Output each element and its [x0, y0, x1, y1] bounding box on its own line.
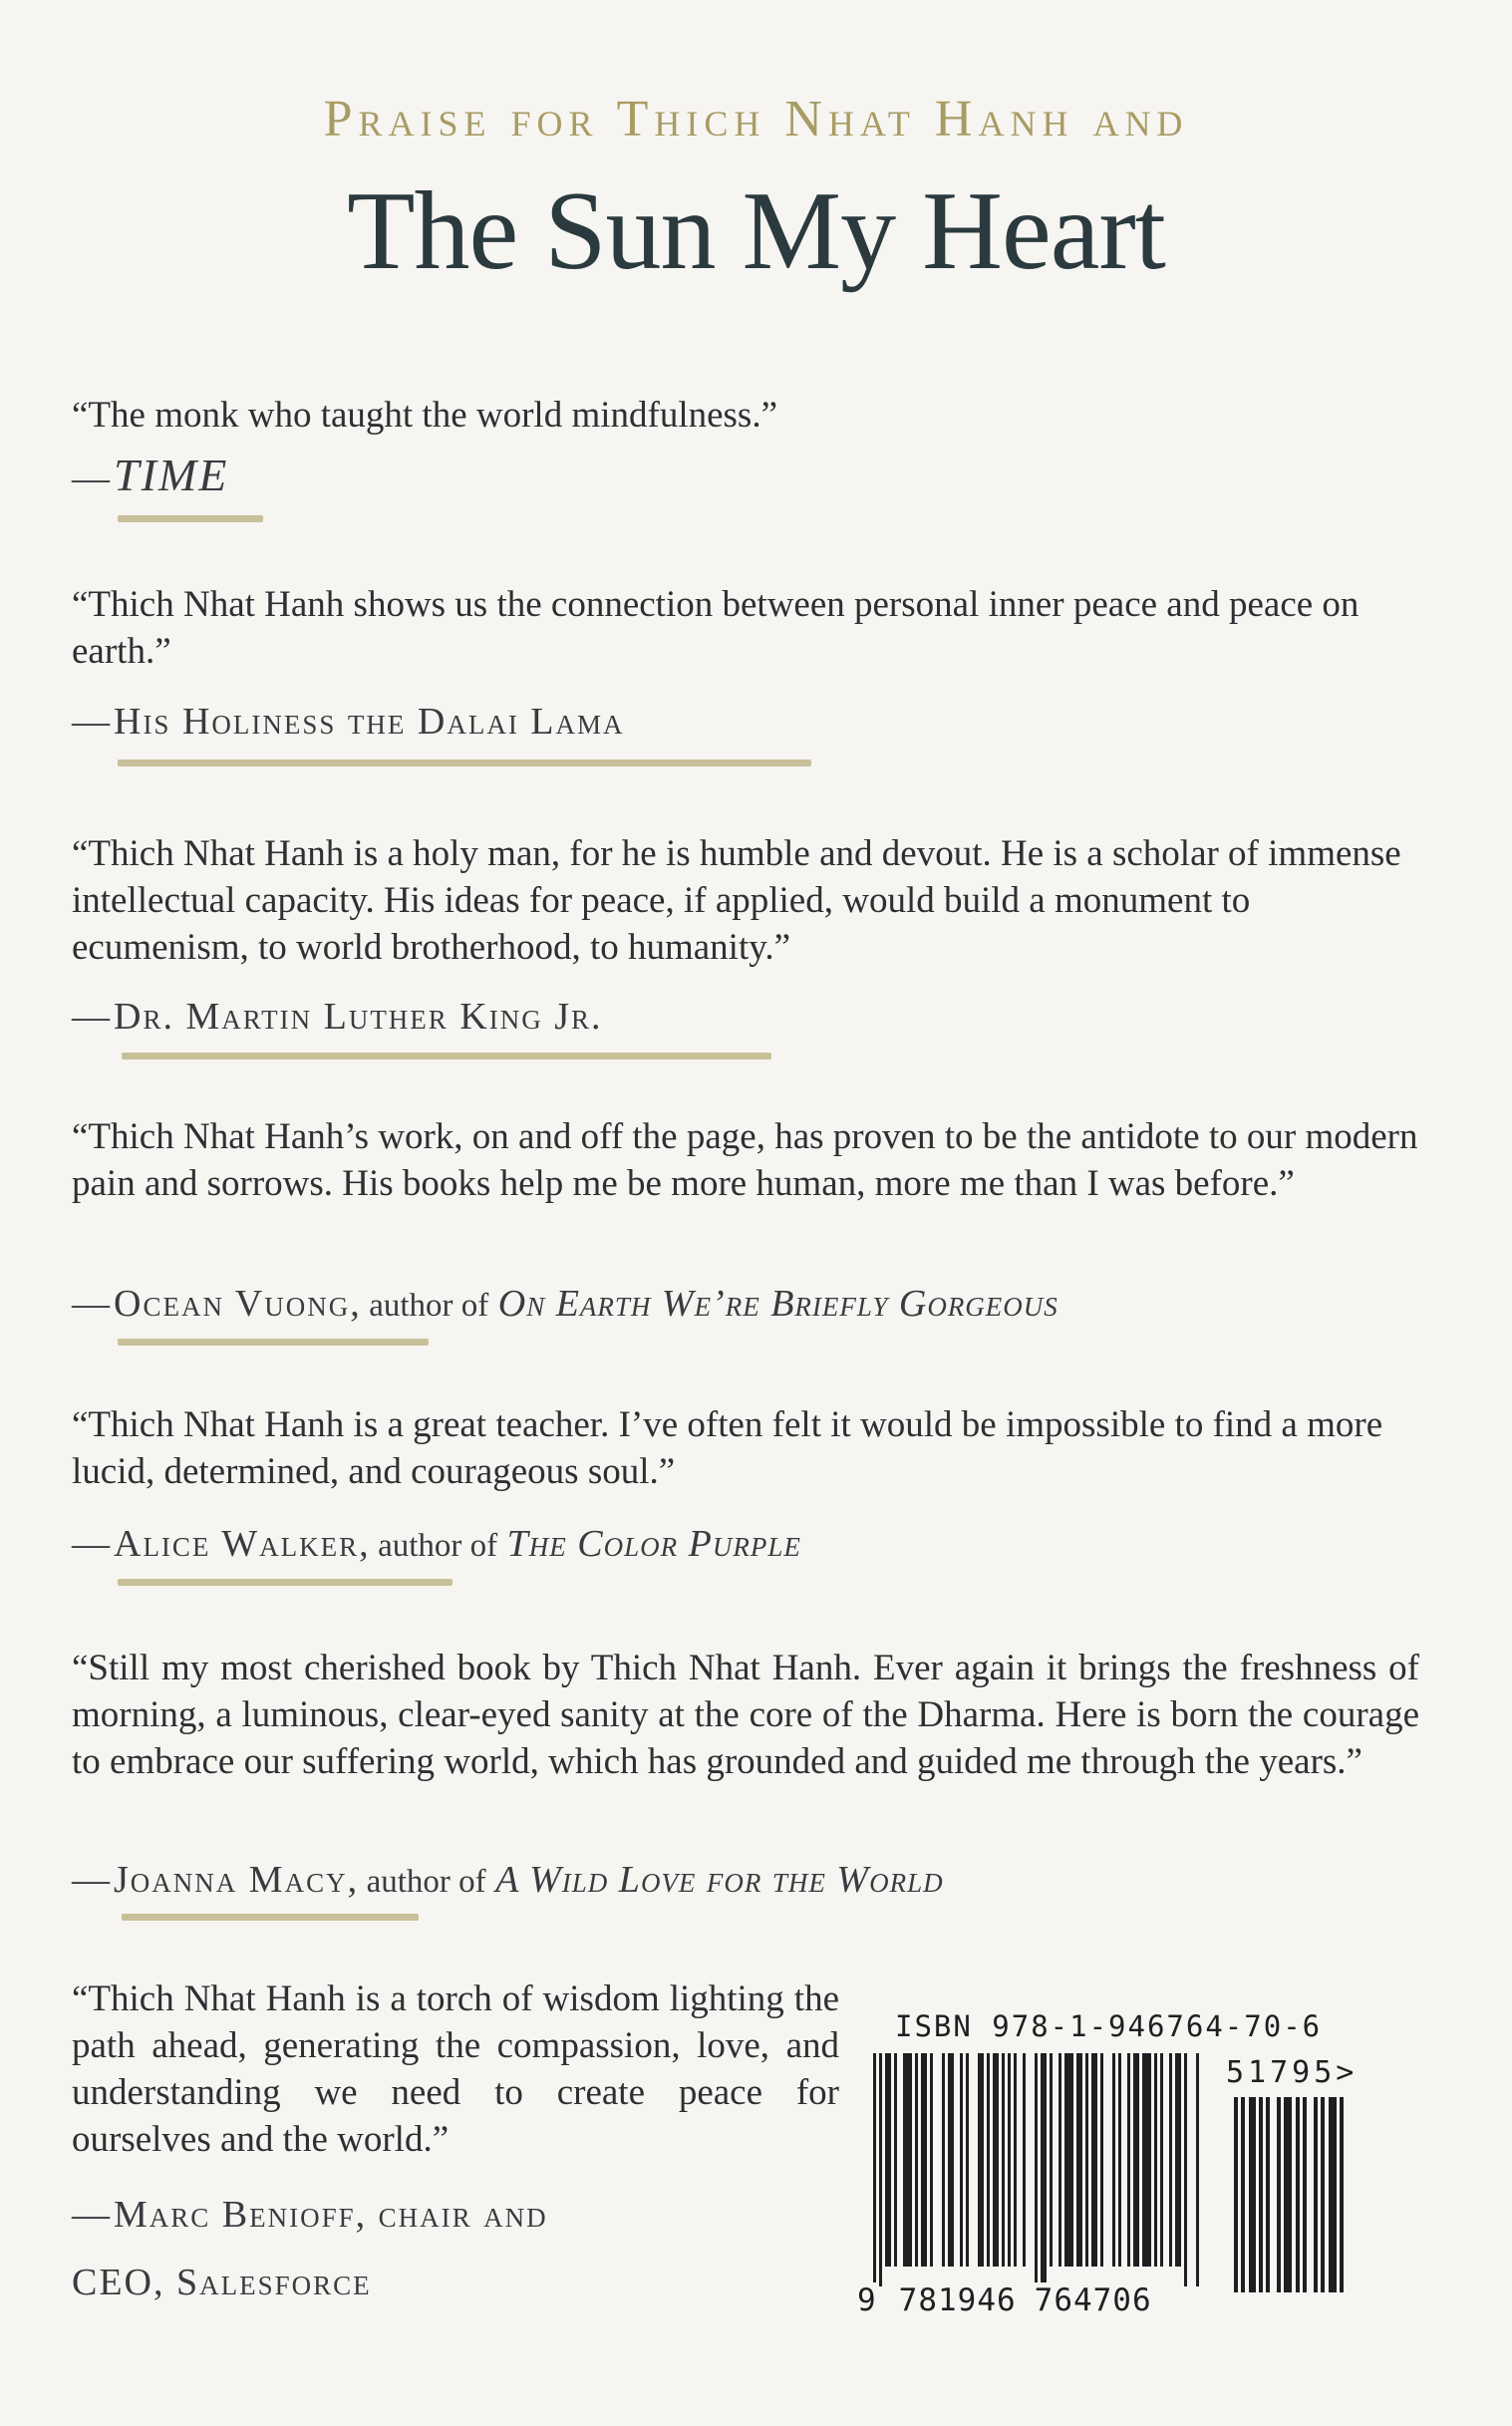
barcode-bar [987, 2053, 990, 2267]
barcode-bar [915, 2053, 918, 2267]
divider [118, 515, 263, 522]
barcode-bar [1041, 2053, 1047, 2286]
barcode-bar [1321, 2097, 1325, 2292]
source-name: Dr. Martin Luther King Jr. [114, 996, 603, 1038]
source-name: TIME [114, 450, 229, 500]
quote-ocean-vuong: “Thich Nhat Hanh’s work, on and off the page, has proven to be the antidote to our modern pain and sorrows. His books help me be more human, more me than I was before.” [72, 1116, 1418, 1204]
barcode-bar [1303, 2097, 1307, 2292]
quote-joanna-macy: “Still my most cherished book by Thich Nhat Hanh. Ever again it brings the freshness of morning, a luminous, clear-eyed sanity at the core of the Dharma. Here is born the courage to embrace our suffering world, which has grounded and guided me through the years.” [72, 1648, 1419, 1782]
barcode-bar [921, 2053, 927, 2267]
barcode-bar [1249, 2097, 1256, 2292]
quote-marc-benioff: “Thich Nhat Hanh is a torch of wisdom lighting the path ahead, generating the compassion, love, and understanding we need to create peace for ourselves and the world.” [72, 1978, 839, 2160]
barcode-digits: 9 781946 764706 [857, 2282, 1152, 2318]
book-title: The Sun My Heart [347, 169, 1165, 293]
barcode-bar [1058, 2053, 1061, 2267]
attribution-dalai-lama: — His Holiness the Dalai Lama [72, 701, 625, 743]
barcode-bar [873, 2053, 876, 2286]
barcode-bar [966, 2053, 969, 2267]
barcode-bar [960, 2053, 963, 2267]
attribution-alice-walker: — Alice Walker, author of The Color Purple [72, 1523, 801, 1565]
barcode-addon-icon [1234, 2097, 1393, 2292]
barcode-bar [1100, 2053, 1103, 2267]
barcode-bar [1085, 2053, 1088, 2267]
barcode-bar [1160, 2053, 1163, 2267]
barcode-bar [1076, 2053, 1082, 2267]
quote-dalai-lama: “Thich Nhat Hanh shows us the connection between personal inner peace and peace on earth.” [72, 584, 1360, 672]
divider [122, 1053, 771, 1060]
barcode-bar [993, 2053, 999, 2267]
divider [118, 1579, 453, 1586]
attribution-marc-benioff-line2 [72, 2261, 372, 2304]
barcode-bar [1091, 2053, 1097, 2267]
barcode-bar [1118, 2053, 1121, 2267]
barcode-bar [1023, 2053, 1026, 2267]
barcode-bar [1184, 2053, 1187, 2286]
barcode-bar [885, 2053, 891, 2267]
barcode-bar [1234, 2097, 1238, 2292]
barcode-bar [978, 2053, 984, 2267]
barcode-bar [930, 2053, 933, 2267]
barcode-bar [1035, 2053, 1038, 2286]
barcode-bar [1169, 2053, 1172, 2267]
source-name: Ocean Vuong [114, 1283, 351, 1325]
book-title: On Earth We’re Briefly Gorgeous [497, 1283, 1058, 1325]
barcode-bar [903, 2053, 912, 2267]
barcode-bar [1112, 2053, 1115, 2267]
source-name: Marc Benioff, chair and [114, 2194, 548, 2236]
source-name: His Holiness the Dalai Lama [114, 701, 625, 743]
barcode-bar [1196, 2053, 1199, 2286]
attribution-ocean-vuong: — Ocean Vuong, author of On Earth We’re Briefly Gorgeous [72, 1283, 1058, 1325]
barcode-bar [1154, 2053, 1157, 2267]
isbn-label: ISBN 978-1-946764-70-6 [895, 2009, 1323, 2043]
barcode-bar [1133, 2053, 1139, 2267]
barcode-bar [1064, 2053, 1073, 2267]
book-title: A Wild Love for the World [495, 1859, 944, 1901]
barcode-bar [1340, 2097, 1344, 2292]
barcode-bar [1329, 2097, 1337, 2292]
barcode-bar [1008, 2053, 1011, 2267]
barcode-bar [1284, 2097, 1292, 2292]
header-kicker: Praise for Thich Nhat Hanh and [323, 91, 1189, 148]
quote-mlk: “Thich Nhat Hanh is a holy man, for he is humble and devout. He is a scholar of immense intellectual capacity. His ideas for peace, if applied, would build a monument to ecumenism, to world brotherhood, to humanity.” [72, 833, 1401, 968]
quote-time: “The monk who taught the world mindfulness.” [72, 395, 778, 436]
quote-alice-walker: “Thich Nhat Hanh is a great teacher. I’ve often felt it would be impossible to find a more lucid, determined, and courageous soul.” [72, 1404, 1383, 1492]
barcode-bar [1277, 2097, 1281, 2292]
barcode-bar [1175, 2053, 1181, 2267]
barcode-bar [879, 2053, 882, 2286]
barcode-bar [1050, 2053, 1053, 2267]
source-name: Alice Walker [114, 1523, 360, 1565]
attribution-mlk: — Dr. Martin Luther King Jr. [72, 996, 603, 1038]
divider [122, 1914, 419, 1921]
divider [118, 1339, 429, 1346]
barcode-bar [1002, 2053, 1005, 2267]
divider [118, 759, 811, 766]
barcode-bar [1314, 2097, 1318, 2292]
price-code: 51795> [1226, 2055, 1359, 2090]
book-title: The Color Purple [506, 1523, 801, 1565]
barcode-bar [1296, 2097, 1300, 2292]
barcode-bar [1241, 2097, 1245, 2292]
source-title: CEO, Salesforce [72, 2262, 372, 2303]
barcode-bar [942, 2053, 945, 2267]
barcode-bar [1142, 2053, 1151, 2267]
barcode-icon [873, 2053, 1216, 2292]
barcode-bar [1127, 2053, 1130, 2267]
source-name: Joanna Macy [114, 1859, 348, 1901]
attribution-time: —TIME [72, 450, 229, 500]
barcode-bar [1014, 2053, 1017, 2267]
attribution-joanna-macy: — Joanna Macy, author of A Wild Love for the World [72, 1859, 944, 1901]
attribution-marc-benioff: — Marc Benioff, chair and [72, 2194, 548, 2236]
barcode-bar [1266, 2097, 1270, 2292]
barcode-bar [894, 2053, 897, 2267]
barcode-bar [948, 2053, 954, 2267]
barcode-bar [1259, 2097, 1263, 2292]
